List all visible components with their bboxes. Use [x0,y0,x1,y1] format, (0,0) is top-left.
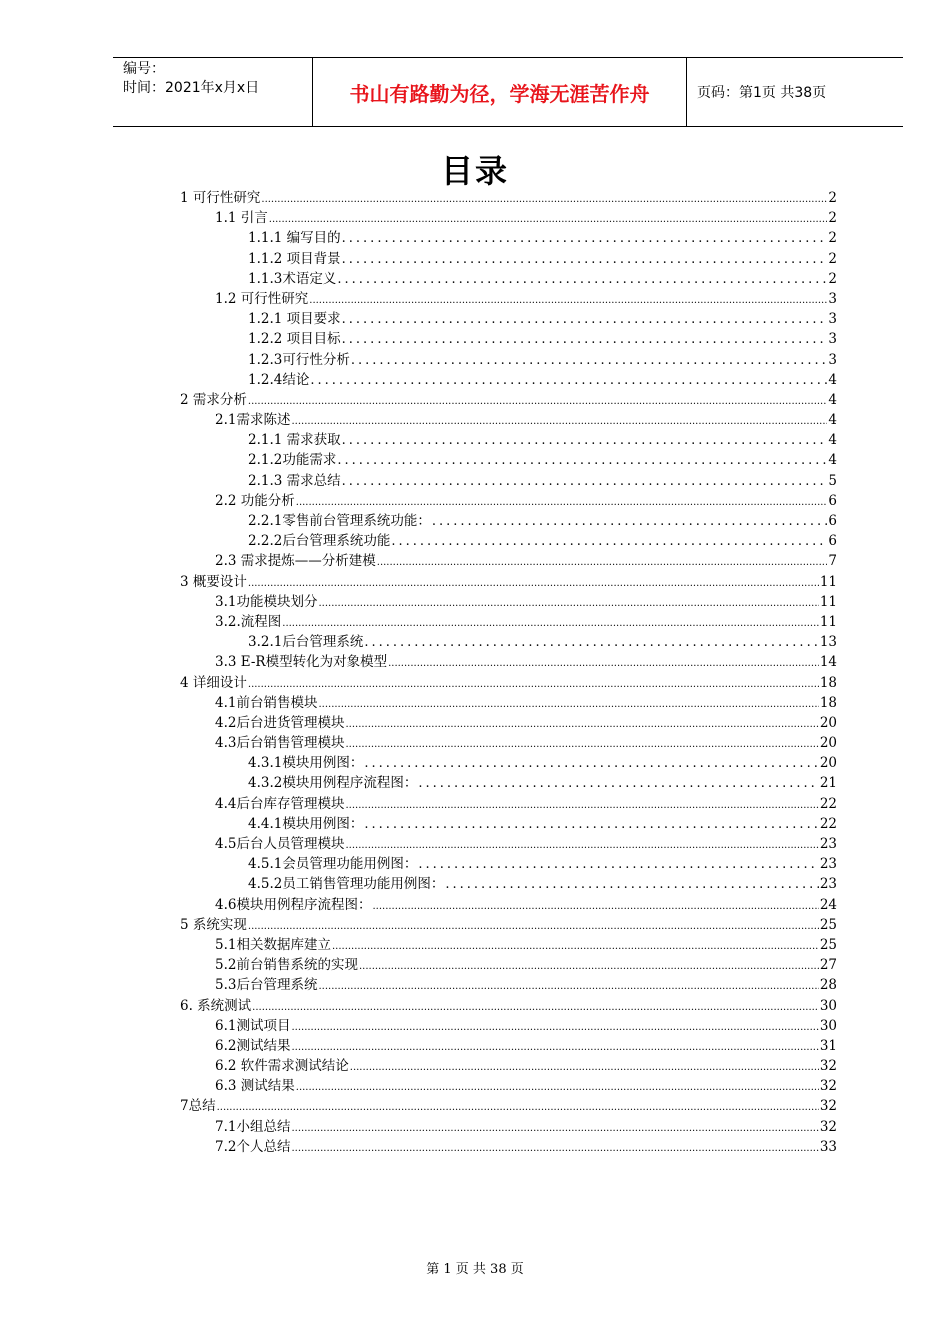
toc-entry-page: 18 [819,694,837,711]
toc-entry[interactable] [180,1117,837,1137]
toc-entry-title: 4.3.2模块用例程序流程图： [248,775,418,792]
toc-leader-dots [377,553,828,573]
toc-entry-page: 20 [819,735,837,752]
toc-entry-page: 32 [819,1118,837,1135]
toc-entry-page: 2 [828,190,837,206]
toc-leader-dots [318,977,818,997]
toc-entry-page: 32 [819,1078,837,1095]
toc-entry[interactable] [180,329,837,349]
toc-leader-dots [318,695,818,715]
toc-leader-dots [350,1058,819,1078]
toc-leader-dots [248,574,819,594]
toc-entry-page: 4 [828,432,837,449]
toc-entry-title: 3.1功能模块划分 [215,593,318,610]
toc-leader-dots [291,1018,818,1038]
toc-entry-title: 4.5.1会员管理功能用例图： [248,856,418,873]
toc-entry[interactable] [180,289,837,309]
toc-leader-dots [342,431,828,451]
toc-entry[interactable] [180,713,837,733]
toc-leader-dots [291,412,827,432]
toc-entry-title: 4.4.1模块用例图： [248,815,364,832]
toc-entry-page: 33 [819,1138,837,1155]
toc-entry-title: 1.2.1 项目要求 [248,311,341,328]
toc-entry[interactable] [180,491,837,511]
toc-entry[interactable] [180,673,837,693]
toc-entry[interactable] [180,228,837,248]
toc-entry-title: 4.1前台销售模块 [215,694,318,711]
toc-entry-page: 11 [819,593,837,610]
toc-entry[interactable] [180,1056,837,1076]
toc-entry-page: 6 [828,533,837,550]
toc-leader-dots [296,493,828,513]
toc-entry-page: 4 [828,391,837,408]
toc-entry-page: 3 [828,331,837,348]
toc-entry-title: 2.2 功能分析 [215,492,295,509]
toc-entry[interactable] [180,915,837,935]
toc-leader-dots [248,917,819,937]
toc-entry-title: 7总结 [180,1098,216,1115]
toc-entry-page: 20 [819,714,837,731]
toc-entry-title: 1.1.2 项目背景 [248,250,341,267]
toc-entry-title: 6.3 测试结果 [215,1078,295,1095]
toc-entry-title: 4.5.2员工销售管理功能用例图： [248,876,445,893]
toc-entry-title: 2.2.1零售前台管理系统功能： [248,513,431,529]
toc-entry-title: 5 系统实现 [180,916,247,933]
toc-entry-page: 2 [828,250,837,267]
toc-entry-title: 5.3后台管理系统 [215,977,318,994]
toc-entry-title: 4.6模块用例程序流程图： [215,896,372,913]
toc-entry-page: 6 [828,492,837,509]
toc-entry[interactable] [180,1016,837,1036]
toc-entry[interactable] [180,410,837,430]
toc-leader-dots [318,594,818,614]
toc-entry[interactable] [180,370,837,390]
toc-leader-dots [309,291,827,311]
page-footer: 第 1 页 共 38 页 [426,1262,524,1277]
toc-entry-page: 4 [828,412,837,429]
toc-leader-dots [391,532,827,552]
toc-entry[interactable] [180,1036,837,1056]
toc-entry-title: 4.5后台人员管理模块 [215,836,345,852]
toc-entry[interactable] [180,188,837,208]
toc-leader-dots [337,270,827,290]
toc-leader-dots [364,754,818,774]
toc-entry-title: 6. 系统测试 [180,997,252,1014]
toc-entry[interactable] [180,1137,837,1157]
toc-entry-title: 1 可行性研究 [180,190,261,206]
toc-leader-dots [372,897,818,917]
toc-entry-title: 4 详细设计 [180,674,247,691]
toc-entry-page: 23 [819,856,837,873]
toc-entry[interactable] [180,874,837,894]
toc-leader-dots [345,836,818,856]
toc-entry-page: 4 [828,452,837,469]
toc-entry[interactable] [180,1076,837,1096]
page-title: 目录 [440,152,509,190]
toc-leader-dots [291,1119,818,1139]
toc-entry-title: 2.2.2后台管理系统功能 [248,533,391,550]
toc-entry-page: 21 [819,775,837,792]
header-number-label: 编号： [123,61,165,77]
toc-entry[interactable] [180,814,837,834]
toc-entry-page: 32 [819,1098,837,1115]
toc-entry-title: 2.1.3 需求总结 [248,472,341,489]
toc-entry[interactable] [180,854,837,874]
toc-entry-page: 7 [828,553,837,570]
toc-entry-title: 1.2 可行性研究 [215,290,309,307]
toc-entry-title: 6.2 软件需求测试结论 [215,1058,349,1075]
toc-entry[interactable] [180,471,837,491]
toc-entry-page: 2 [828,230,837,247]
toc-entry[interactable] [180,592,837,612]
toc-entry[interactable] [180,430,837,450]
toc-entry-title: 7.1小组总结 [215,1118,291,1135]
toc-leader-dots [291,1038,818,1058]
toc-entry[interactable] [180,652,837,672]
toc-entry-page: 11 [819,613,837,630]
toc-entry[interactable] [180,693,837,713]
toc-entry[interactable] [180,975,837,995]
toc-entry[interactable] [180,309,837,329]
toc-entry-title: 1.1 引言 [215,210,268,227]
toc-leader-dots [248,392,828,412]
toc-leader-dots [351,351,828,371]
header-page-info: 页码：第1页 共38页 [697,85,827,101]
toc-entry[interactable] [180,733,837,753]
toc-entry-page: 18 [819,674,837,691]
toc-entry-title: 1.2.2 项目目标 [248,331,341,348]
toc-entry-page: 31 [819,1037,837,1054]
toc-leader-dots [248,675,819,695]
toc-leader-dots [364,633,818,653]
toc-leader-dots [432,512,828,532]
toc-entry-page: 3 [828,290,837,307]
toc-entry-page: 14 [819,654,837,671]
toc-leader-dots [418,774,818,794]
toc-entry-page: 22 [819,795,837,812]
toc-leader-dots [310,371,827,391]
toc-leader-dots [388,654,819,674]
toc-entry-page: 20 [819,755,837,772]
toc-entry-title: 4.2后台进货管理模块 [215,714,345,731]
toc-entry[interactable] [180,935,837,955]
toc-leader-dots [364,815,818,835]
toc-leader-dots [252,998,819,1018]
toc-entry[interactable] [180,753,837,773]
toc-entry-page: 27 [819,957,837,974]
toc-entry[interactable] [180,208,837,228]
toc-entry-title: 5.1相关数据库建立 [215,936,331,953]
toc-leader-dots [217,1098,819,1118]
toc-entry-title: 1.2.4结论 [248,371,310,388]
toc-entry-page: 11 [819,573,837,590]
toc-leader-dots [282,614,819,634]
toc-leader-dots [345,735,818,755]
toc-leader-dots [418,855,818,875]
toc-entry-title: 1.1.1 编写目的 [248,230,341,247]
toc-entry-page: 2 [828,210,837,227]
toc-entry-title: 2.1.1 需求获取 [248,432,341,449]
toc-entry[interactable] [180,632,837,652]
toc-entry-page: 22 [819,815,837,832]
toc-entry-page: 28 [819,977,837,994]
toc-entry-page: 25 [819,936,837,953]
toc-entry[interactable] [180,895,837,915]
toc-entry-title: 3 概要设计 [180,573,247,590]
toc-leader-dots [359,957,819,977]
toc-entry-page: 3 [828,311,837,328]
toc-leader-dots [269,210,828,230]
toc-entry[interactable] [180,531,837,551]
toc-entry-title: 2.3 需求提炼——分析建模 [215,553,376,570]
toc-entry-page: 32 [819,1058,837,1075]
toc-leader-dots [345,715,818,735]
toc-entry[interactable] [180,794,837,814]
toc-entry-title: 7.2个人总结 [215,1138,291,1155]
toc-leader-dots [345,796,818,816]
toc-entry-title: 1.2.3可行性分析 [248,351,350,368]
toc-leader-dots [342,250,828,270]
table-of-contents [180,188,837,1157]
toc-entry-title: 2.1.2功能需求 [248,452,337,469]
toc-entry[interactable] [180,955,837,975]
toc-entry[interactable] [180,551,837,571]
toc-entry[interactable] [180,390,837,410]
toc-entry-title: 6.1测试项目 [215,1017,291,1034]
toc-entry-page: 24 [819,896,837,913]
toc-entry-page: 25 [819,916,837,933]
toc-entry-page: 23 [819,836,837,852]
toc-entry-page: 5 [828,472,837,489]
toc-entry-page: 2 [828,270,837,287]
toc-leader-dots [337,451,827,471]
toc-entry-title: 3.2.流程图 [215,613,282,630]
toc-entry[interactable] [180,511,837,531]
toc-leader-dots [342,229,828,249]
toc-entry-title: 2 需求分析 [180,391,247,408]
toc-leader-dots [445,875,818,895]
header-motto: 书山有路勤为径，学海无涯苦作舟 [313,58,687,126]
toc-leader-dots [342,472,828,492]
toc-entry-title: 5.2前台销售系统的实现 [215,957,358,974]
toc-entry-page: 30 [819,1017,837,1034]
toc-entry[interactable] [180,996,837,1016]
toc-entry-title: 2.1需求陈述 [215,412,291,429]
toc-entry[interactable] [180,572,837,592]
toc-entry[interactable] [180,249,837,269]
toc-entry-page: 30 [819,997,837,1014]
toc-entry-title: 4.3后台销售管理模块 [215,735,345,752]
toc-entry-page: 4 [828,371,837,388]
toc-leader-dots [261,190,827,210]
toc-leader-dots [296,1078,819,1098]
toc-entry-page: 23 [819,876,837,893]
toc-entry-title: 3.3 E-R模型转化为对象模型 [215,654,388,671]
toc-entry[interactable] [180,450,837,470]
toc-entry-title: 4.4后台库存管理模块 [215,795,345,812]
toc-entry[interactable] [180,269,837,289]
toc-entry-page: 6 [828,513,837,529]
page-header [113,57,903,127]
toc-leader-dots [342,310,828,330]
header-meta [113,58,313,126]
toc-entry-title: 3.2.1后台管理系统 [248,634,364,651]
toc-entry[interactable] [180,350,837,370]
header-time-label: 时间：2021年x月x日 [123,80,260,96]
toc-entry[interactable] [180,773,837,793]
toc-entry-title: 1.1.3术语定义 [248,270,337,287]
toc-entry[interactable] [180,834,837,854]
toc-entry-title: 4.3.1模块用例图： [248,755,364,772]
toc-leader-dots [332,937,819,957]
toc-entry-title: 6.2测试结果 [215,1037,291,1054]
toc-entry-page: 3 [828,351,837,368]
toc-leader-dots [291,1139,818,1159]
toc-entry[interactable] [180,1096,837,1116]
toc-leader-dots [342,330,828,350]
toc-entry[interactable] [180,612,837,632]
toc-entry-page: 13 [819,634,837,651]
